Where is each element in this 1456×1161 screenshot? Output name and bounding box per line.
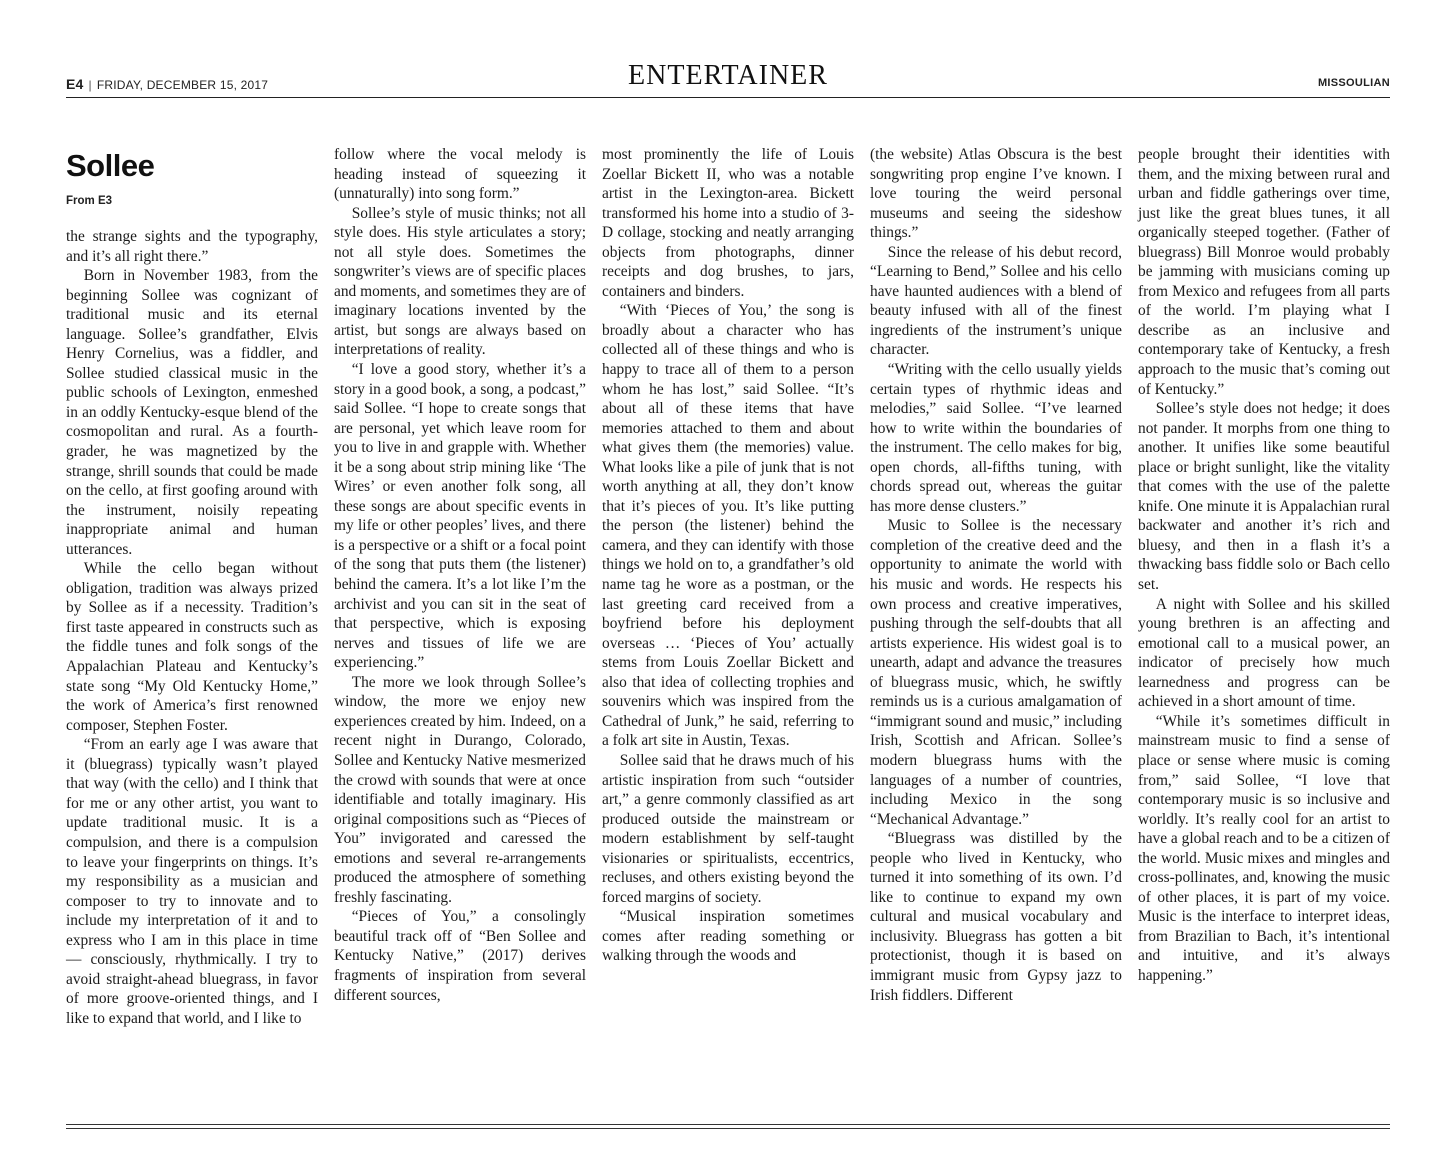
paragraph: “Musical inspiration sometimes comes after reading something or walking through the woods and — [602, 908, 854, 965]
paragraph: “Writing with the cello usually yields certain types of rhythmic ideas and melodies,” said Sollee. “I’ve learned how to write within the boundaries of the instrument. The cello makes for big, open chords, all-fifths tuning, with chords spread out, whereas the guitar has more dense clusters.” — [870, 361, 1122, 515]
footer-rule — [66, 1124, 1390, 1129]
paragraph: most prominently the life of Louis Zoellar Bickett II, who was a notable artist in the Lexington-area. Bickett transformed his home into a studio of 3-D collage, stocking and neatly arranging objects from photographs, dinner receipts and dog brushes, to jars, containers and binders. — [602, 146, 854, 300]
jump-line: From E3 — [66, 195, 113, 207]
paragraph: Sollee’s style of music thinks; not all style does. His style articulates a story; not all style does. Sometimes the songwriter’s views are of specific places and moments, and sometimes they are of imaginary locations invented by the artist, but songs are always based on interpretations of reality. — [334, 204, 586, 359]
paragraph: The more we look through Sollee’s window, the more we enjoy new experiences created by him. Indeed, on a recent night in Durango, Colorado, Sollee and Kentucky Native mesmerized the crowd with sounds that were at once identifiable and totally imaginary. His original compositions such as “Pieces of You” invigorated and caressed the emotions and several re-arrangements produced the atmosphere of something freshly fascinating. — [334, 673, 586, 906]
page-header — [66, 60, 1390, 98]
paragraph: “I love a good story, whether it’s a story in a good book, a song, a podcast,” said Sollee. “I hope to create songs that are personal, yet which leave room for you to live in and grapple with. Whether it be a song about strip mining like ‘The Wires’ or even another folk song, all these songs are about specific events in my life or other peoples’ lives, and there is a perspective or a shift or a focal point of the song that puts them (the listener) behind the camera. It’s a lot like I’m the archivist and you can sit in the seat of that perspective, which is exposing nerves and tissues of life we are experiencing.” — [334, 361, 586, 672]
paragraph: Sollee’s style does not hedge; it does not pander. It morphs from one thing to another. It unifies like some beautiful place or bright sunlight, like the vitality that comes with the use of the palette knife. One minute it is Appalachian rural backwater and another it’s rich and bluesy, and then in a flash it’s a thwacking bass fiddle solo or Bach cello set. — [1138, 400, 1390, 594]
paragraph: the strange sights and the typography, and it’s all right there.” — [66, 228, 318, 265]
paragraph: While the cello began without obligation, tradition was always prized by Sollee as if a necessity. Tradition’s first taste appeared in constructs such as the fiddle tunes and folk songs of the Appalachian Plateau and Kentucky’s state song “My Old Kentucky Home,” the work of America’s first renowned composer, Stephen Foster. — [66, 560, 318, 734]
paragraph: “From an early age I was aware that it (bluegrass) typically wasn’t played that way (with the cello) and I think that for me or any other artist, you want to update traditional music. It is a compulsion, and there is a compulsion to leave your fingerprints on things. It’s my responsibility as a musician and composer to try to innovate and to include my interpretation of it and to express who I am in this place in time — consciously, rhythmically. I try to avoid straight-ahead bluegrass, in favor of more groove-oriented things, and I like to expand that world, and I like to — [66, 736, 318, 1027]
paragraph: “Pieces of You,” a consolingly beautiful track off of “Ben Sollee and Kentucky Native,” (2017) derives fragments of inspiration from several different sources, — [334, 908, 586, 1004]
publication-name: MISSOULIAN — [1317, 77, 1390, 89]
page-number: E4 — [66, 76, 84, 92]
column-2 — [334, 145, 586, 1005]
paragraph: Sollee said that he draws much of his artistic inspiration from such “outsider art,” a genre commonly classified as art produced outside the mainstream or modern establishment by self-taught visionaries or spiritualists, eccentrics, recluses, and others existing beyond the forced margins of society. — [602, 751, 854, 906]
article — [66, 145, 1390, 1105]
column-5 — [1138, 145, 1390, 986]
paragraph: (the website) Atlas Obscura is the best songwriting prop engine I’ve known. I love touring the weird personal museums and seeing the sideshow things.” — [870, 146, 1122, 242]
paragraph: “While it’s sometimes difficult in mainstream music to find a sense of place or sense where music is coming from,” said Sollee, “I love that contemporary music is so inclusive and worldly. It’s really cool for an artist to have a global reach and to be a citizen of the world. Music mixes and mingles and cross-pollinates, and, knowing the music of other places, it is part of my voice. Music is the interface to interpret ideas, from Brazilian to Bach, it’s intentional and intuitive, and it’s always happening.” — [1138, 712, 1390, 984]
paragraph: “Bluegrass was distilled by the people who lived in Kentucky, who turned it into something of its own. I’d like to continue to expand my own cultural and musical vocabulary and inclusivity. Bluegrass has gotten a bit protectionist, though it is based on immigrant music from Gypsy jazz to Irish fiddlers. Different — [870, 830, 1122, 1004]
column-3 — [602, 145, 854, 966]
column-4 — [870, 145, 1122, 1005]
paragraph: Music to Sollee is the necessary completion of the creative deed and the opportunity to animate the world with his music and words. He respects his own process and creative imperatives, pushing through the self-doubts that all artists experience. His widest goal is to unearth, adapt and advance the treasures of bluegrass music, which, he swiftly reminds us is a curious amalgamation of “immigrant sound and music,” including Irish, Scottish and African. Sollee’s modern bluegrass hums with the languages of a number of countries, including Mexico in the song “Mechanical Advantage.” — [870, 517, 1122, 828]
header-rule — [66, 97, 1390, 98]
paragraph: A night with Sollee and his skilled young brethren is an affecting and emotional call to a musical power, an indicator of precisely how much learnedness and progress can be achieved in a short amount of time. — [1138, 595, 1390, 711]
paragraph: “With ‘Pieces of You,’ the song is broadly about a character who has collected all of these things and who is happy to trace all of them to a person whom he has lost,” said Sollee. “It’s about all of these items that have memories attached to them and about what gives them (the memories) value. What looks like a pile of junk that is not worth anything at all, they don’t know that it’s pieces of you. It’s like putting the person (the listener) behind the camera, and they can identify with those things we hold on to, a grandfather’s old name tag he wore as a postman, or the last greeting card received from a boyfriend before his deployment overseas … ‘Pieces of You’ actually stems from Louis Zoellar Bickett and also that idea of collecting trophies and souvenirs which was inspired from the Cathedral of Junk,” he said, referring to a folk art site in Austin, Texas. — [602, 302, 854, 750]
paragraph: Born in November 1983, from the beginning Sollee was cognizant of traditional music and its eternal language. Sollee’s grandfather, Elvis Henry Cornelius, was a fiddler, and Sollee studied classical music in the public schools of Lexington, enmeshed in an oddly Kentucky-esque blend of the cosmopolitan and rural. As a fourth-grader, he was magnetized by the strange, shrill sounds that could be made on the cello, at first goofing around with the instrument, noisily repeating inappropriate animal and human utterances. — [66, 267, 318, 558]
paragraph: people brought their identities with them, and the mixing between rural and urban and fiddle gatherings over time, just like the great blues tunes, it all organically steeped together. (Father of bluegrass) Bill Monroe would probably be jamming with musicians coming up from Mexico and refugees from all parts of the world. I’m playing what I describe as an inclusive and contemporary take of Kentucky, a fresh approach to the music that’s coming out of Kentucky.” — [1138, 146, 1390, 398]
paragraph: Since the release of his debut record, “Learning to Bend,” Sollee and his cello have haunted audiences with a blend of beauty infused with all of the finest ingredients of the instrument’s unique character. — [870, 243, 1122, 359]
headline: Sollee — [66, 148, 155, 183]
issue-date: FRIDAY, DECEMBER 15, 2017 — [96, 78, 269, 92]
column-1 — [66, 145, 318, 1028]
paragraph: follow where the vocal melody is heading instead of squeezing it (unnaturally) into song form.” — [334, 146, 586, 203]
section-title: ENTERTAINER — [628, 60, 828, 91]
folio-separator: | — [88, 78, 92, 92]
